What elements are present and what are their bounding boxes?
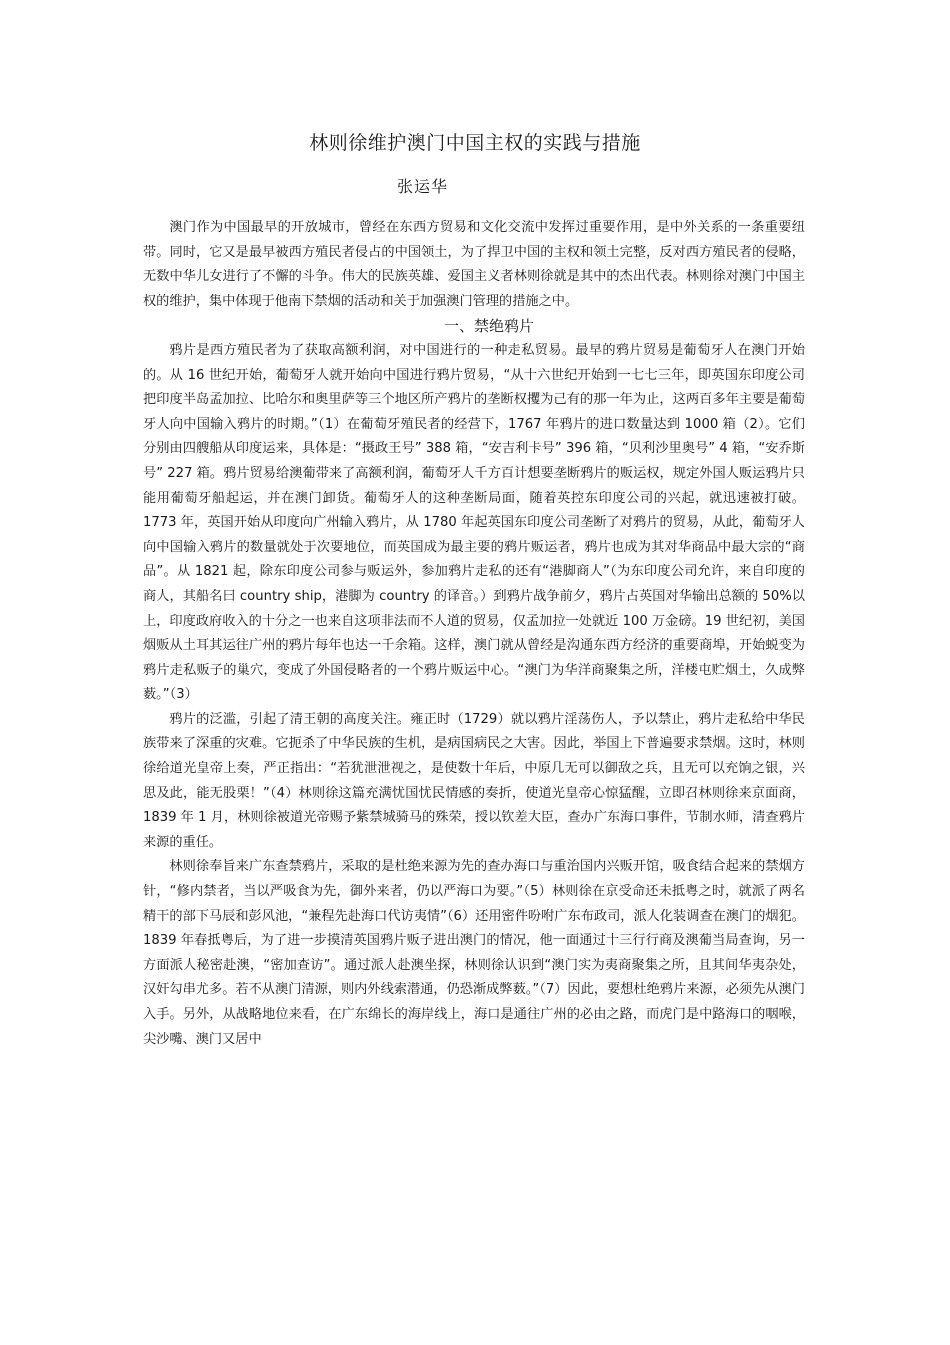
- body-paragraph-3: 林则徐奉旨来广东查禁鸦片，采取的是杜绝来源为先的查办海口与重治国内兴贩开馆，吸食结合起来的禁烟方针，“修内禁者，当以严吸食为先，御外来者，仍以严海口为要。”（5）林则徐在京受命还未抵粤之时，就派了两名精干的部下马辰和彭风池，“兼程先赴海口代访夷情”（6）还用密件吩咐广东布政司，派人化装调查在澳门的烟犯。1839 年春抵粤后，为了进一步摸清英国鸦片贩子进出澳门的情况，他一面通过十三行行商及澳葡当局查询，另一方面派人秘密赴澳，“密加查访”。通过派人赴澳坐探，林则徐认识到“澳门实为夷商聚集之所，且其间华夷杂处，汉奸勾串尤多。若不从澳门清源，则内外线索潜通，仍恐渐成弊薮。”（7）因此，要想杜绝鸦片来源，必须先从澳门入手。另外，从战略地位来看，在广东绵长的海岸线上，海口是通往广州的必由之路，而虎门是中路海口的咽喉，尖沙嘴、澳门又居中: [143, 859, 805, 1047]
- intro-paragraph: 澳门作为中国最早的开放城市，曾经在东西方贸易和文化交流中发挥过重要作用，是中外关系的一条重要纽带。同时，它又是最早被西方殖民者侵占的中国领土，为了捍卫中国的主权和领土完整，反对西方殖民者的侵略，无数中华儿女进行了不懈的斗争。伟大的民族英雄、爱国主义者林则徐就是其中的杰出代表。林则徐对澳门中国主权的维护，集中体现于他南下禁烟的活动和关于加强澳门管理的措施之中。: [143, 220, 805, 309]
- document-author: 张运华: [397, 177, 449, 196]
- document-title: 林则徐维护澳门中国主权的实践与措施: [309, 132, 641, 154]
- body-paragraph-1: 鸦片是西方殖民者为了获取高额利润，对中国进行的一种走私贸易。最早的鸦片贸易是葡萄牙人在澳门开始的。从 16 世纪开始，葡萄牙人就开始向中国进行鸦片贸易，“从十六世纪开始到一七七三年，即英国东印度公司把印度半岛孟加拉、比哈尔和奥里萨等三个地区所产鸦片的垄断权攫为己有的那一年为止，这两百多年主要是葡萄牙人向中国输入鸦片的时期。”（1）在葡萄牙殖民者的经营下，1767 年鸦片的进口数量达到 1000 箱（2）。它们分别由四艘船从印度运来，具体是：“摄政王号” 388 箱，“安吉利卡号” 396 箱，“贝利沙里奥号” 4 箱，“安乔斯号” 227 箱。鸦片贸易给澳葡带来了高额利润，葡萄牙人千方百计想要垄断鸦片的贩运权，规定外国人贩运鸦片只能用葡萄牙船起运，并在澳门卸货。葡萄牙人的这种垄断局面，随着英控东印度公司的兴起，就迅速被打破。1773 年，英国开始从印度向广州输入鸦片，从 1780 年起英国东印度公司垄断了对鸦片的贸易，从此，葡萄牙人向中国输入鸦片的数量就处于次要地位，而英国成为最主要的鸦片贩运者，鸦片也成为其对华商品中最大宗的“商品”。从 1821 起，除东印度公司参与贩运外，参加鸦片走私的还有“港脚商人”（为东印度公司允许，来自印度的商人，其船名曰 country ship，港脚为 country 的译音。）到鸦片战争前夕，鸦片占英国对华输出总额的 50%以上，印度政府收入的十分之一也来自这项非法而不人道的贸易，仅孟加拉一处就近 100 万金磅。19 世纪初，美国烟贩从土耳其运往广州的鸦片每年也达一千余箱。这样，澳门就从曾经是沟通东西方经济的重要商埠，开始蜕变为鸦片走私贩子的巢穴，变成了外国侵略者的一个鸦片贩运中心。“澳门为华洋商聚集之所，洋楼屯贮烟土，久成弊薮。”（3）: [143, 342, 805, 703]
- section-heading: 一、禁绝鸦片: [443, 317, 534, 336]
- document-body: [143, 216, 805, 1052]
- body-paragraph-2: 鸦片的泛滥，引起了清王朝的高度关注。雍正时（1729）就以鸦片淫荡伤人，予以禁止，鸦片走私给中华民族带来了深重的灾难。它扼杀了中华民族的生机，是病国病民之大害。因此，举国上下普遍要求禁烟。这时，林则徐给道光皇帝上奏，严正指出：“若犹泄泄视之，是使数十年后，中原几无可以御敌之兵，且无可以充饷之银，兴思及此，能无股栗！”（4）林则徐这篇充满忧国忧民情感的奏折，使道光皇帝心惊猛醒，立即召林则徐来京面商，1839 年 1 月，林则徐被道光帝赐予紫禁城骑马的殊荣，授以钦差大臣，查办广东海口事件，节制水师，清查鸦片来源的重任。: [143, 711, 805, 850]
